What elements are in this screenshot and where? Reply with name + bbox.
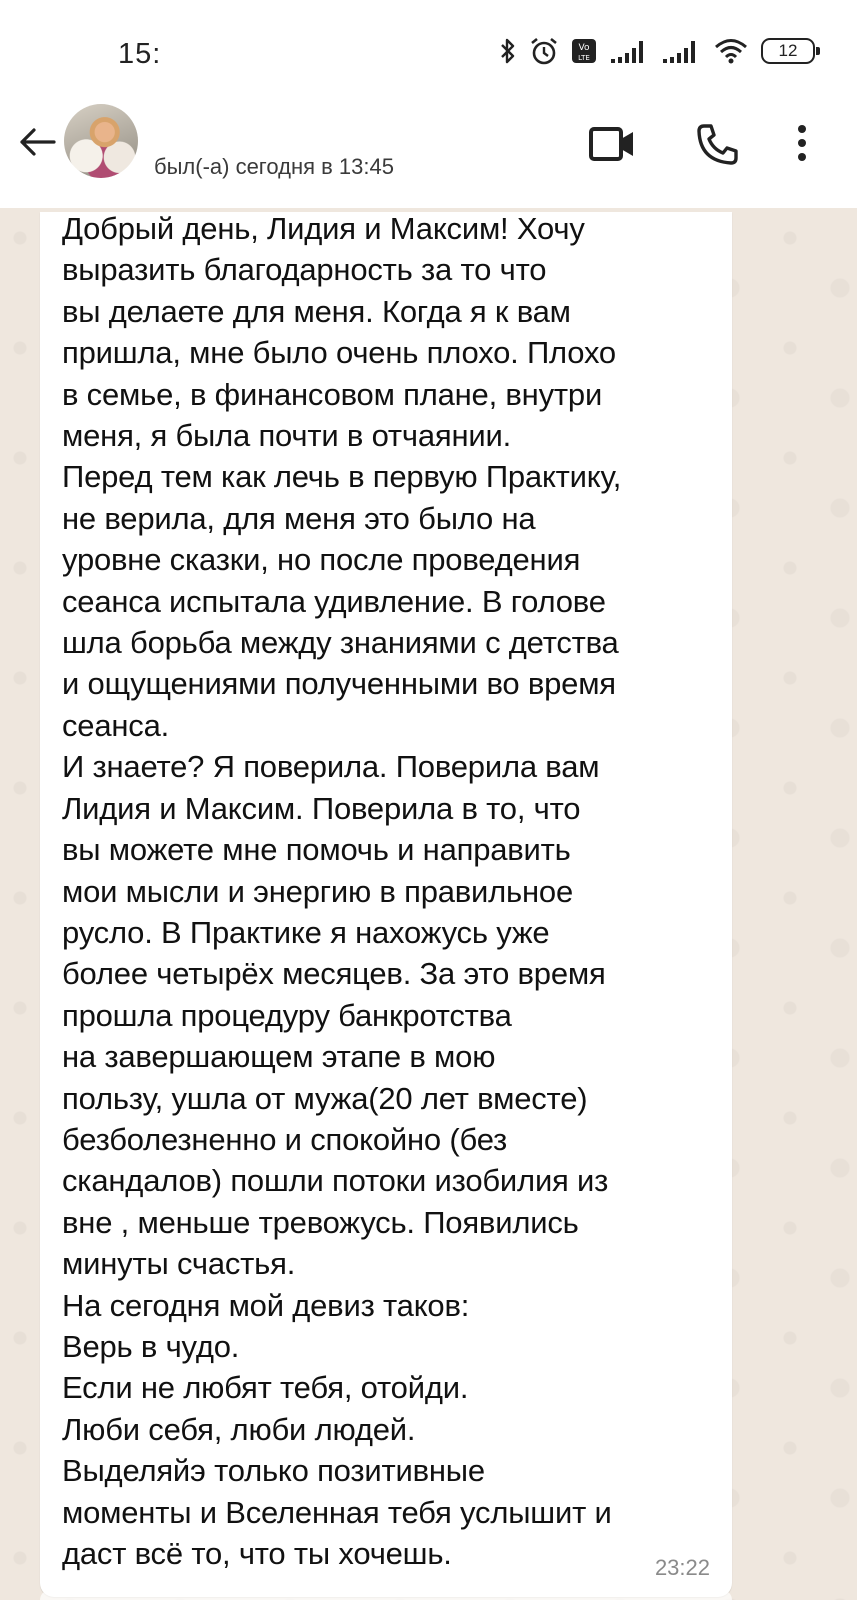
signal-icon: [661, 38, 701, 64]
avatar[interactable]: [64, 104, 138, 178]
message-time: 23:22: [654, 1555, 710, 1580]
next-message-bubble: [40, 1590, 732, 1600]
chat-area[interactable]: [0, 208, 857, 1600]
volte-icon: [571, 37, 597, 65]
video-call-icon[interactable]: [588, 124, 638, 164]
phone-icon[interactable]: [694, 122, 740, 168]
wifi-icon: [713, 37, 749, 65]
battery-icon: 12: [761, 38, 815, 64]
message-bubble[interactable]: [40, 212, 732, 1597]
status-bar: [0, 0, 857, 100]
status-time: 15:: [118, 38, 162, 70]
status-icons: [499, 36, 815, 66]
alarm-icon: [529, 36, 559, 66]
bluetooth-icon: [499, 37, 517, 65]
message-text: Добрый день, Лидия и Максим! Хочу выразить благодарность за то что вы делаете для меня. Когда я к вам пришла, мне было очень плохо. Плохо в семье, в финансовом плане, внутри меня, я была почти в отчаянии. Перед тем как лечь в первую Практику, не верила, для меня это было на уровне сказки, но после проведения сеанса испытала удивление. В голове шла борьба между знаниями с детства и ощущениями полученными во время сеанса. И знаете? Я поверила. Поверила вам Лидия и Максим. Поверила в то, что вы можете мне помочь и направить мои мысли и энергию в правильное русло. В Практике я нахожусь уже более четырёх месяцев. За это время прошла процедуру банкротства на завершающем этапе в мою пользу, ушла от мужа(20 лет вместе) безболезненно и спокойно (без скандалов) пошли потоки изобилия из вне , меньше тревожусь. Появились минуты счастья. На сегодня мой девиз таков: Верь в чудо. Если не любят тебя, отойди. Люби себя, люби людей. Выделяйэ только позитивные моменты и Вселенная тебя услышит и даст всё то, что ты хочешь.: [62, 211, 622, 1571]
svg-text:Vo: Vo: [578, 43, 590, 53]
more-vert-icon[interactable]: [796, 124, 808, 164]
chat-header: [0, 100, 857, 208]
last-seen-status: был(-а) сегодня в 13:45: [154, 154, 394, 179]
signal-icon: [609, 38, 649, 64]
back-arrow-icon[interactable]: [16, 120, 60, 164]
svg-text:LTE: LTE: [578, 54, 590, 62]
